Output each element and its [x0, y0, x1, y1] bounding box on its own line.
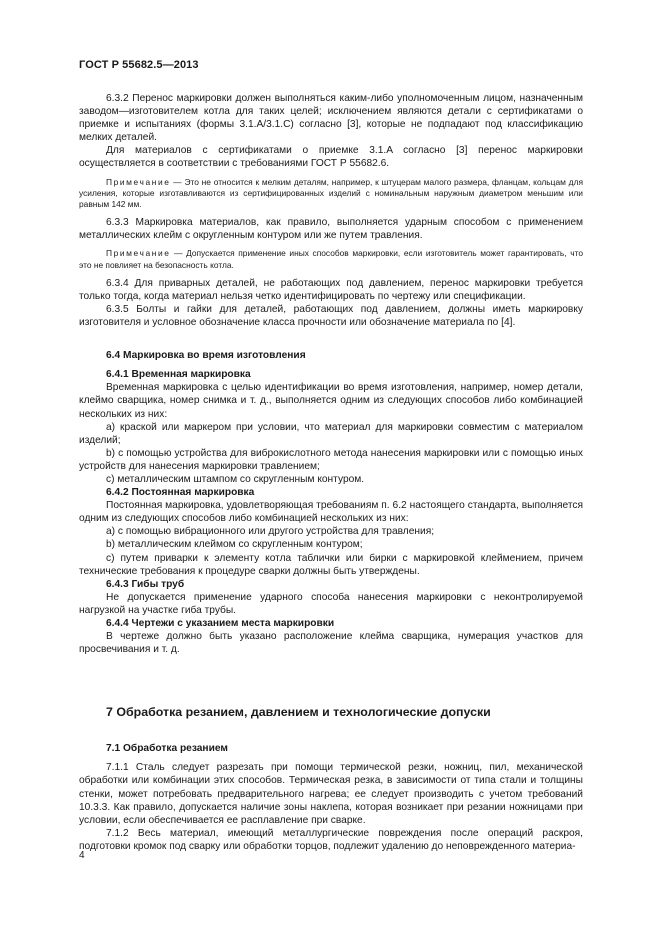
page-number: 4: [79, 850, 85, 861]
list-item-6-4-2-c: c) путем приварки к элементу котла таблички или бирки с маркировкой клеймением, причем технические требования к процедуре сварки должны быть утверждены.: [79, 552, 583, 577]
heading-6-4: 6.4 Маркировка во время изготовления: [106, 350, 306, 362]
list-item-6-4-2-b: b) металлическим клеймом со скругленным контуром;: [106, 539, 363, 551]
paragraph-6-4-4: В чертеже должно быть указано расположение клейма сварщика, нумерация участков для просвечивания и т. д.: [79, 631, 583, 656]
heading-6-4-2: 6.4.2 Постоянная маркировка: [106, 487, 255, 499]
page-body: [79, 92, 583, 853]
heading-6-4-4: 6.4.4 Чертежи с указанием места маркировки: [106, 618, 335, 630]
list-item-6-4-1-a: a) краской или маркером при условии, что материал для маркировки совместим с материалом изделий;: [79, 421, 583, 446]
paragraph-6-3-2-cont: Для материалов с сертификатами о приемке 3.1.A согласно [3] перенос маркировки осуществляется в соответствии с требованиями ГОСТ Р 55682.6.: [79, 145, 583, 170]
note-text: — Допускается применение иных способов маркировки, если изготовитель может гарантировать, что это не повлияет на безопасность котла.: [79, 248, 583, 270]
note-label: Примечание: [106, 176, 171, 187]
paragraph-6-4-2: Постоянная маркировка, удовлетворяющая требованиям п. 6.2 настоящего стандарта, выполняется одним из следующих способов либо комбинацией нескольких из них:: [79, 500, 583, 525]
note-label: Примечание: [106, 248, 171, 259]
paragraph-7-1-2: 7.1.2 Весь материал, имеющий металлургические повреждения после операций раскроя, подготовки кромок под сварку или обработки торцов, подлежит удалению до неповрежденного материа-: [79, 827, 583, 852]
paragraph-6-3-2: 6.3.2 Перенос маркировки должен выполняться каким-либо уполномоченным лицом, назначенным заводом—изготовителем котла для таких целей; исключением являются детали с сертификатами о приемке и испытаниях (формы 3.1.A/3.1.C) согласно [3], которые не подпадают под классификацию мелких деталей.: [79, 93, 583, 144]
document-code: ГОСТ Р 55682.5—2013: [79, 59, 199, 71]
paragraph-6-4-3: Не допускается применение ударного способа нанесения маркировки с неконтролируемой нагрузкой на участке гиба трубы.: [79, 591, 583, 616]
paragraph-6-4-1: Временная маркировка с целью идентификации во время изготовления, например, номер детали, клеймо сварщика, номер снимка и т. д., выполняется одним из следующих способов либо комбинацией нескольких из них:: [79, 382, 583, 420]
note-1: [79, 177, 583, 211]
heading-6-4-1: 6.4.1 Временная маркировка: [106, 369, 251, 381]
paragraph-6-3-4: 6.3.4 Для приварных деталей, не работающих под давлением, перенос маркировки требуется только тогда, когда материал нельзя четко идентифицировать по чертежу или спецификации.: [79, 277, 583, 302]
paragraph-6-3-3: 6.3.3 Маркировка материалов, как правило, выполняется ударным способом с применением металлических клейм с округленным контуром или же путем травления.: [79, 217, 583, 242]
heading-7-1: 7.1 Обработка резанием: [106, 743, 228, 755]
paragraph-6-3-5: 6.3.5 Болты и гайки для деталей, работающих под давлением, должны иметь маркировку изготовителя и условное обозначение класса прочности или обозначение материала по [4].: [79, 303, 583, 329]
note-2: [79, 248, 583, 270]
list-item-6-4-2-a: a) с помощью вибрационного или другого устройства для травления;: [106, 526, 435, 538]
note-text: — Это не относится к мелким деталям, например, к штуцерам малого размера, фланцам, кольцам для усиления, которые изготавливаются из сертифицированных изделий с номинальным наружным диаметром меньшим или равным 142 мм.: [79, 176, 583, 209]
heading-section-7: 7 Обработка резанием, давлением и технологические допуски: [106, 705, 491, 720]
list-item-6-4-1-c: c) металлическим штампом со скругленным контуром.: [106, 473, 365, 485]
heading-6-4-3: 6.4.3 Гибы труб: [106, 578, 185, 590]
paragraph-7-1-1: 7.1.1 Сталь следует разрезать при помощи термической резки, ножниц, пил, механической обработки или комбинации этих способов. Термическая резка, в зависимости от типа стали и толщины стенки, может потребовать предварительного нагрева; ее следует производить с учетом требований 10.3.3. Как правило, допускается наличие зоны наклепа, которая возникает при резании ножницами при условии, если обеспечивается ее расплавление при сварке.: [79, 762, 583, 826]
list-item-6-4-1-b: b) с помощью устройства для виброкислотного метода нанесения маркировки или с помощью иных устройств для нанесения маркировки травлением;: [79, 447, 583, 472]
